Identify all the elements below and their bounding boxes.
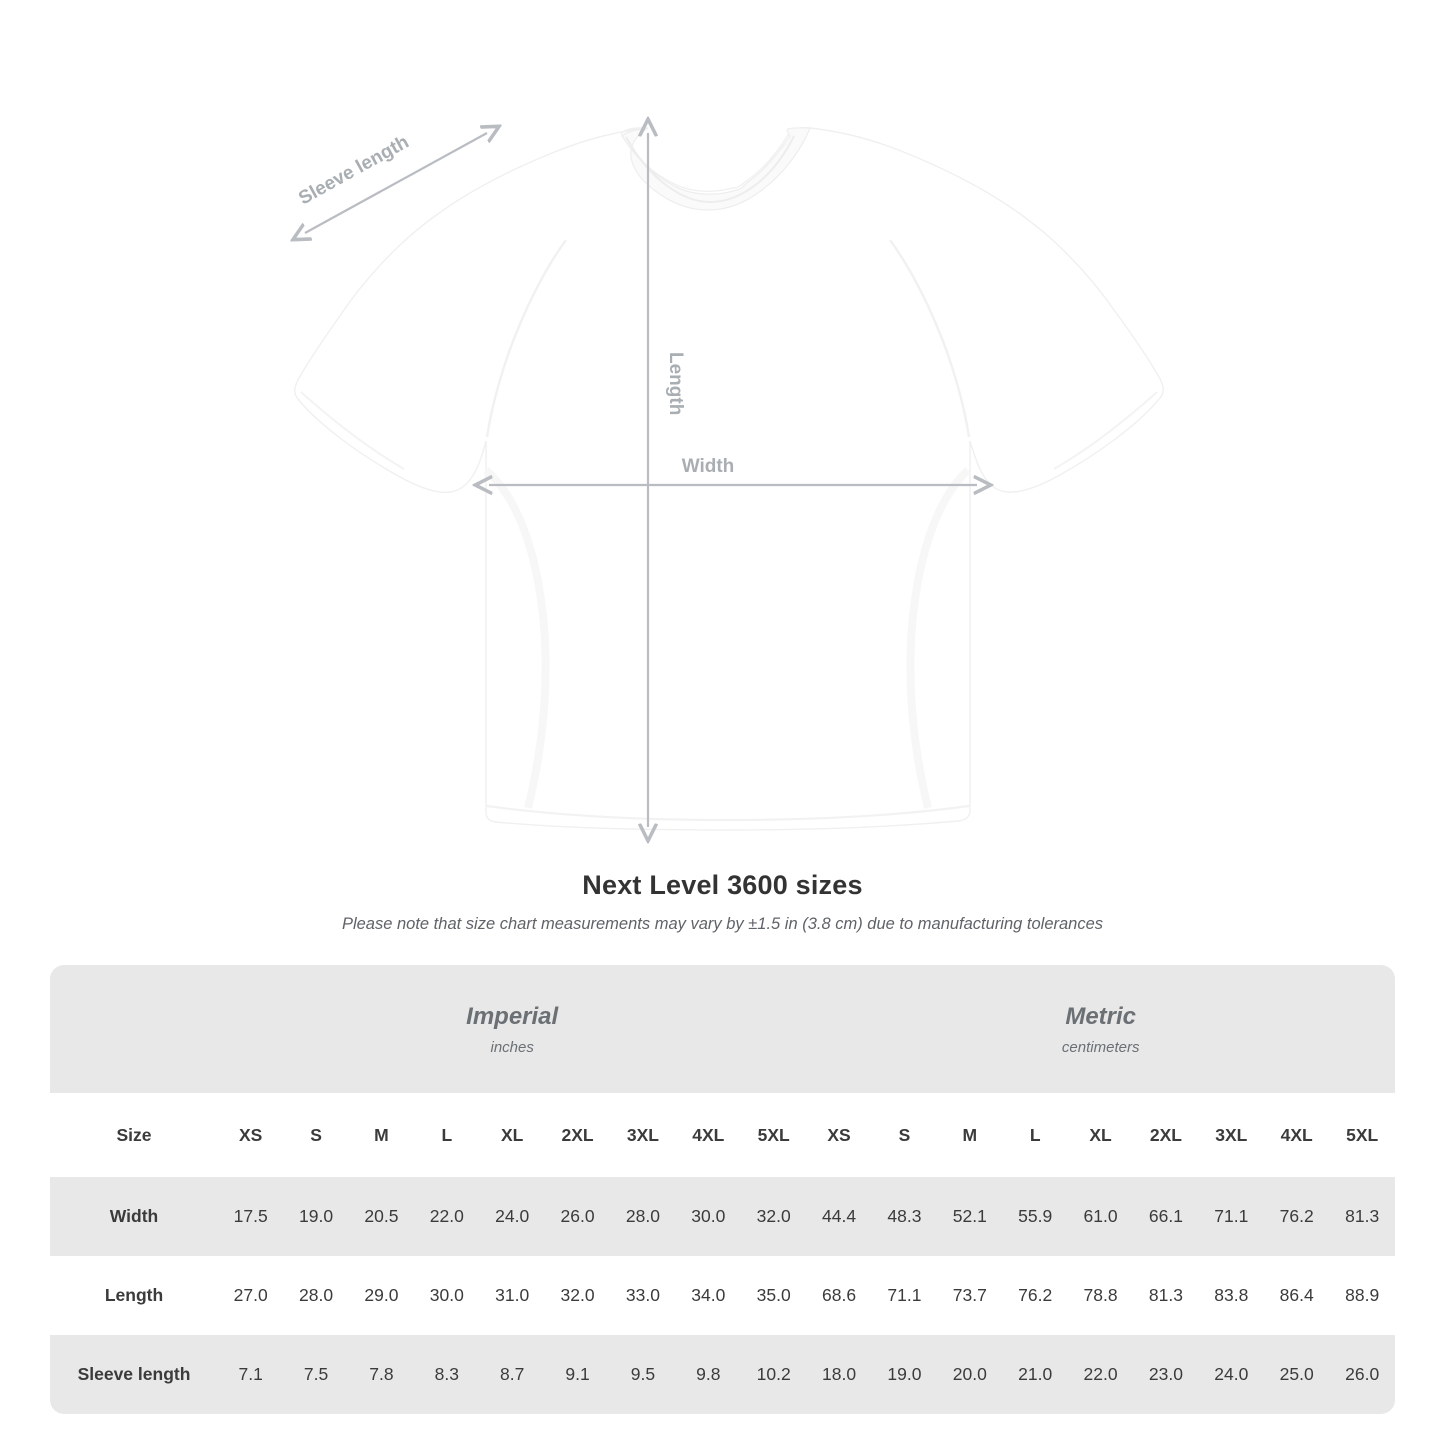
cell-sleeve-imperial-l: 8.3 <box>414 1335 479 1414</box>
unit-group-metric-sub: centimeters <box>1061 1038 1140 1056</box>
size-header-imperial-xl: XL <box>480 1093 545 1177</box>
row-label-width: Width <box>50 1177 218 1256</box>
size-header-metric-xl: XL <box>1068 1093 1133 1177</box>
tshirt-shape <box>295 128 1164 830</box>
size-header-label: Size <box>50 1093 218 1177</box>
cell-length-imperial-3xl: 33.0 <box>610 1256 675 1335</box>
cell-length-metric-s: 71.1 <box>872 1256 937 1335</box>
unit-header-spacer <box>50 965 218 1093</box>
cell-length-imperial-m: 29.0 <box>349 1256 414 1335</box>
cell-length-metric-xl: 78.8 <box>1068 1256 1133 1335</box>
cell-sleeve-metric-5xl: 26.0 <box>1329 1335 1395 1414</box>
cell-width-metric-l: 55.9 <box>1003 1177 1068 1256</box>
cell-width-metric-m: 52.1 <box>937 1177 1002 1256</box>
sleeve-length-label: Sleeve length <box>295 131 413 210</box>
size-header-metric-3xl: 3XL <box>1199 1093 1264 1177</box>
cell-length-imperial-5xl: 35.0 <box>741 1256 806 1335</box>
unit-group-imperial-name: Imperial <box>466 1002 559 1030</box>
tolerance-note: Please note that size chart measurements may vary by ±1.5 in (3.8 cm) due to manufacturing tolerances <box>341 915 1104 933</box>
cell-width-metric-2xl: 66.1 <box>1133 1177 1198 1256</box>
cell-length-metric-5xl: 88.9 <box>1329 1256 1395 1335</box>
cell-width-imperial-m: 20.5 <box>349 1177 414 1256</box>
unit-header-row <box>50 965 1395 1093</box>
cell-length-metric-3xl: 83.8 <box>1199 1256 1264 1335</box>
cell-width-metric-xs: 44.4 <box>806 1177 871 1256</box>
cell-width-metric-s: 48.3 <box>872 1177 937 1256</box>
size-header-metric-2xl: 2XL <box>1133 1093 1198 1177</box>
cell-sleeve-metric-s: 19.0 <box>872 1335 937 1414</box>
cell-width-imperial-s: 19.0 <box>283 1177 348 1256</box>
cell-length-metric-l: 76.2 <box>1003 1256 1068 1335</box>
table-row <box>50 1177 1395 1256</box>
row-label-length: Length <box>50 1256 218 1335</box>
size-header-metric-m: M <box>937 1093 1002 1177</box>
cell-sleeve-imperial-2xl: 9.1 <box>545 1335 610 1414</box>
cell-sleeve-metric-2xl: 23.0 <box>1133 1335 1198 1414</box>
cell-length-imperial-s: 28.0 <box>283 1256 348 1335</box>
cell-sleeve-metric-m: 20.0 <box>937 1335 1002 1414</box>
cell-sleeve-imperial-m: 7.8 <box>349 1335 414 1414</box>
cell-length-imperial-2xl: 32.0 <box>545 1256 610 1335</box>
cell-sleeve-imperial-4xl: 9.8 <box>676 1335 741 1414</box>
cell-length-metric-xs: 68.6 <box>806 1256 871 1335</box>
unit-group-metric <box>806 965 1395 1093</box>
table-row <box>50 1335 1395 1414</box>
cell-width-metric-5xl: 81.3 <box>1329 1177 1395 1256</box>
size-header-imperial-s: S <box>283 1093 348 1177</box>
size-header-metric-4xl: 4XL <box>1264 1093 1329 1177</box>
size-header-imperial-5xl: 5XL <box>741 1093 806 1177</box>
unit-group-imperial <box>218 965 806 1093</box>
size-header-metric-s: S <box>872 1093 937 1177</box>
length-label: Length <box>665 352 686 416</box>
cell-width-imperial-l: 22.0 <box>414 1177 479 1256</box>
cell-width-imperial-2xl: 26.0 <box>545 1177 610 1256</box>
cell-length-imperial-xs: 27.0 <box>218 1256 283 1335</box>
cell-sleeve-imperial-xl: 8.7 <box>480 1335 545 1414</box>
cell-width-imperial-xs: 17.5 <box>218 1177 283 1256</box>
width-label: Width <box>681 456 735 477</box>
cell-sleeve-imperial-s: 7.5 <box>283 1335 348 1414</box>
cell-width-imperial-3xl: 28.0 <box>610 1177 675 1256</box>
cell-width-imperial-xl: 24.0 <box>480 1177 545 1256</box>
size-header-imperial-m: M <box>349 1093 414 1177</box>
cell-width-metric-4xl: 76.2 <box>1264 1177 1329 1256</box>
size-header-imperial-2xl: 2XL <box>545 1093 610 1177</box>
chart-heading <box>0 870 1445 934</box>
cell-sleeve-metric-l: 21.0 <box>1003 1335 1068 1414</box>
size-table <box>50 965 1395 1414</box>
cell-sleeve-metric-xs: 18.0 <box>806 1335 871 1414</box>
cell-sleeve-imperial-xs: 7.1 <box>218 1335 283 1414</box>
size-header-imperial-l: L <box>414 1093 479 1177</box>
cell-length-imperial-4xl: 34.0 <box>676 1256 741 1335</box>
cell-width-metric-xl: 61.0 <box>1068 1177 1133 1256</box>
cell-length-metric-4xl: 86.4 <box>1264 1256 1329 1335</box>
unit-group-imperial-sub: inches <box>490 1038 534 1056</box>
size-header-metric-xs: XS <box>806 1093 871 1177</box>
cell-length-imperial-xl: 31.0 <box>480 1256 545 1335</box>
cell-width-metric-3xl: 71.1 <box>1199 1177 1264 1256</box>
cell-sleeve-metric-4xl: 25.0 <box>1264 1335 1329 1414</box>
size-table-wrapper <box>50 965 1395 1414</box>
size-header-imperial-3xl: 3XL <box>610 1093 675 1177</box>
cell-length-imperial-l: 30.0 <box>414 1256 479 1335</box>
cell-length-metric-2xl: 81.3 <box>1133 1256 1198 1335</box>
size-header-metric-l: L <box>1003 1093 1068 1177</box>
cell-length-metric-m: 73.7 <box>937 1256 1002 1335</box>
table-row <box>50 1256 1395 1335</box>
cell-sleeve-metric-3xl: 24.0 <box>1199 1335 1264 1414</box>
cell-width-imperial-4xl: 30.0 <box>676 1177 741 1256</box>
cell-sleeve-metric-xl: 22.0 <box>1068 1335 1133 1414</box>
size-header-row <box>50 1093 1395 1177</box>
size-header-imperial-xs: XS <box>218 1093 283 1177</box>
size-header-imperial-4xl: 4XL <box>676 1093 741 1177</box>
page-title: Next Level 3600 sizes <box>582 870 863 900</box>
cell-width-imperial-5xl: 32.0 <box>741 1177 806 1256</box>
cell-sleeve-imperial-5xl: 10.2 <box>741 1335 806 1414</box>
row-label-sleeve-length: Sleeve length <box>50 1335 218 1414</box>
unit-group-metric-name: Metric <box>1065 1002 1137 1030</box>
size-header-metric-5xl: 5XL <box>1329 1093 1395 1177</box>
cell-sleeve-imperial-3xl: 9.5 <box>610 1335 675 1414</box>
